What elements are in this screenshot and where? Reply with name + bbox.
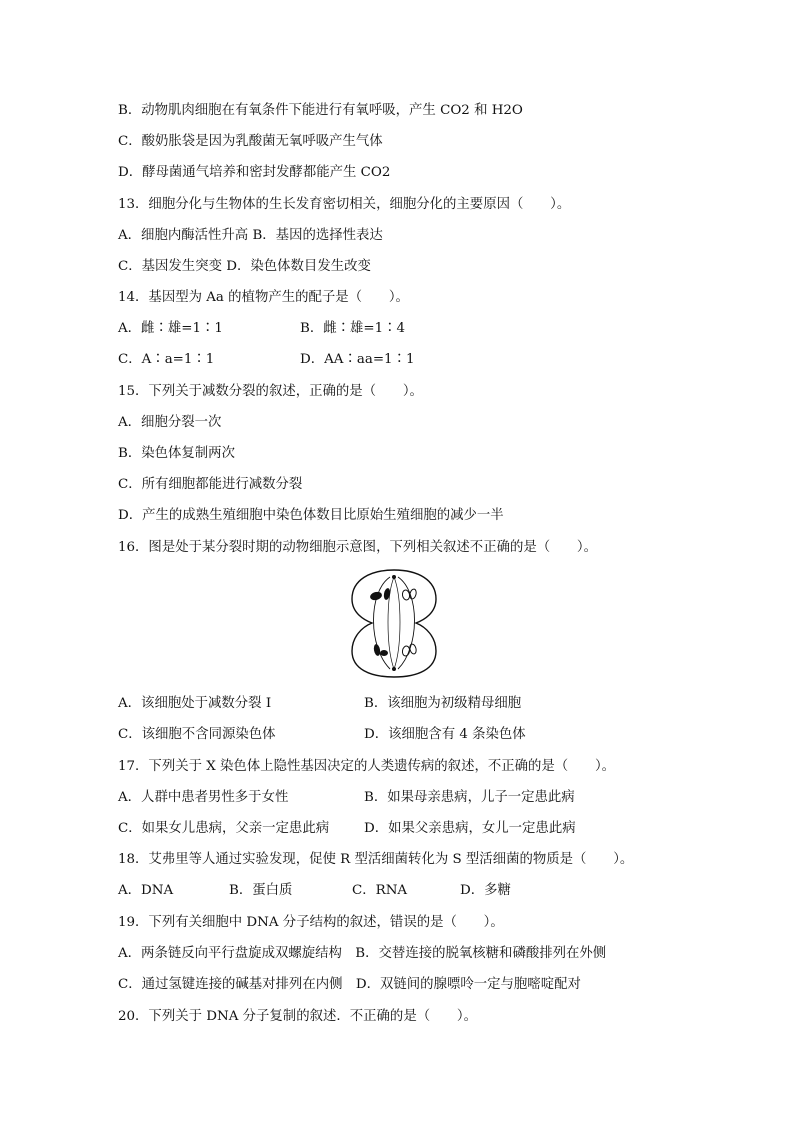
question-20: 20．下列关于 DNA 分子复制的叙述．不正确的是（ ）。 <box>118 1009 477 1024</box>
option-12d: D．酵母菌通气培养和密封发酵都能产生 CO2 <box>118 165 391 180</box>
option-18a: A．DNA <box>118 883 174 898</box>
question-19: 19．下列有关细胞中 DNA 分子结构的叙述，错误的是（ ）。 <box>118 915 504 930</box>
option-17d: D．如果父亲患病，女儿一定患此病 <box>364 821 576 836</box>
option-17c: C．如果女儿患病，父亲一定患此病 <box>118 821 330 836</box>
option-12c: C．酸奶胀袋是因为乳酸菌无氧呼吸产生气体 <box>118 134 383 149</box>
question-15: 15．下列关于减数分裂的叙述，正确的是（ ）。 <box>118 384 423 399</box>
options-13ab: A．细胞内酶活性升高 B．基因的选择性表达 <box>118 228 383 243</box>
option-12b: B．动物肌肉细胞在有氧条件下能进行有氧呼吸，产生 CO2 和 H2O <box>118 103 523 118</box>
question-14: 14．基因型为 Aa 的植物产生的配子是（ ）。 <box>118 290 409 305</box>
option-14c: C．A∶a=1∶1 <box>118 352 215 367</box>
option-14a: A．雌∶雄=1∶1 <box>118 321 223 336</box>
option-17b: B．如果母亲患病，儿子一定患此病 <box>364 790 575 805</box>
options-19ab: A．两条链反向平行盘旋成双螺旋结构 B．交替连接的脱氧核糖和磷酸排列在外侧 <box>118 946 607 961</box>
option-14b: B．雌∶雄=1∶4 <box>300 321 406 336</box>
dividing-cell-icon <box>350 567 438 680</box>
option-15c: C．所有细胞都能进行减数分裂 <box>118 477 303 492</box>
question-17: 17．下列关于 X 染色体上隐性基因决定的人类遗传病的叙述，不正确的是（ ）。 <box>118 759 616 774</box>
option-16d: D．该细胞含有 4 条染色体 <box>364 727 526 742</box>
question-16: 16．图是处于某分裂时期的动物细胞示意图，下列相关叙述不正确的是（ ）。 <box>118 540 598 555</box>
question-18: 18．艾弗里等人通过实验发现，促使 R 型活细菌转化为 S 型活细菌的物质是（ ）。 <box>118 852 634 867</box>
options-19cd: C．通过氢键连接的碱基对排列在内侧 D．双链间的腺嘌呤一定与胞嘧啶配对 <box>118 977 581 992</box>
option-18c: C．RNA <box>352 883 408 898</box>
option-18b: B．蛋白质 <box>229 883 293 898</box>
question-13: 13．细胞分化与生物体的生长发育密切相关，细胞分化的主要原因（ ）。 <box>118 197 571 212</box>
option-15d: D．产生的成熟生殖细胞中染色体数目比原始生殖细胞的减少一半 <box>118 508 504 523</box>
option-16a: A．该细胞处于减数分裂 I <box>118 696 272 711</box>
option-14d: D．AA∶aa=1∶1 <box>300 352 415 367</box>
option-16b: B．该细胞为初级精母细胞 <box>364 696 522 711</box>
option-17a: A．人群中患者男性多于女性 <box>118 790 289 805</box>
options-13cd: C．基因发生突变 D．染色体数目发生改变 <box>118 259 371 274</box>
option-15a: A．细胞分裂一次 <box>118 415 222 430</box>
option-15b: B．染色体复制两次 <box>118 446 235 461</box>
option-16c: C．该细胞不含同源染色体 <box>118 727 276 742</box>
option-18d: D．多糖 <box>460 883 511 898</box>
